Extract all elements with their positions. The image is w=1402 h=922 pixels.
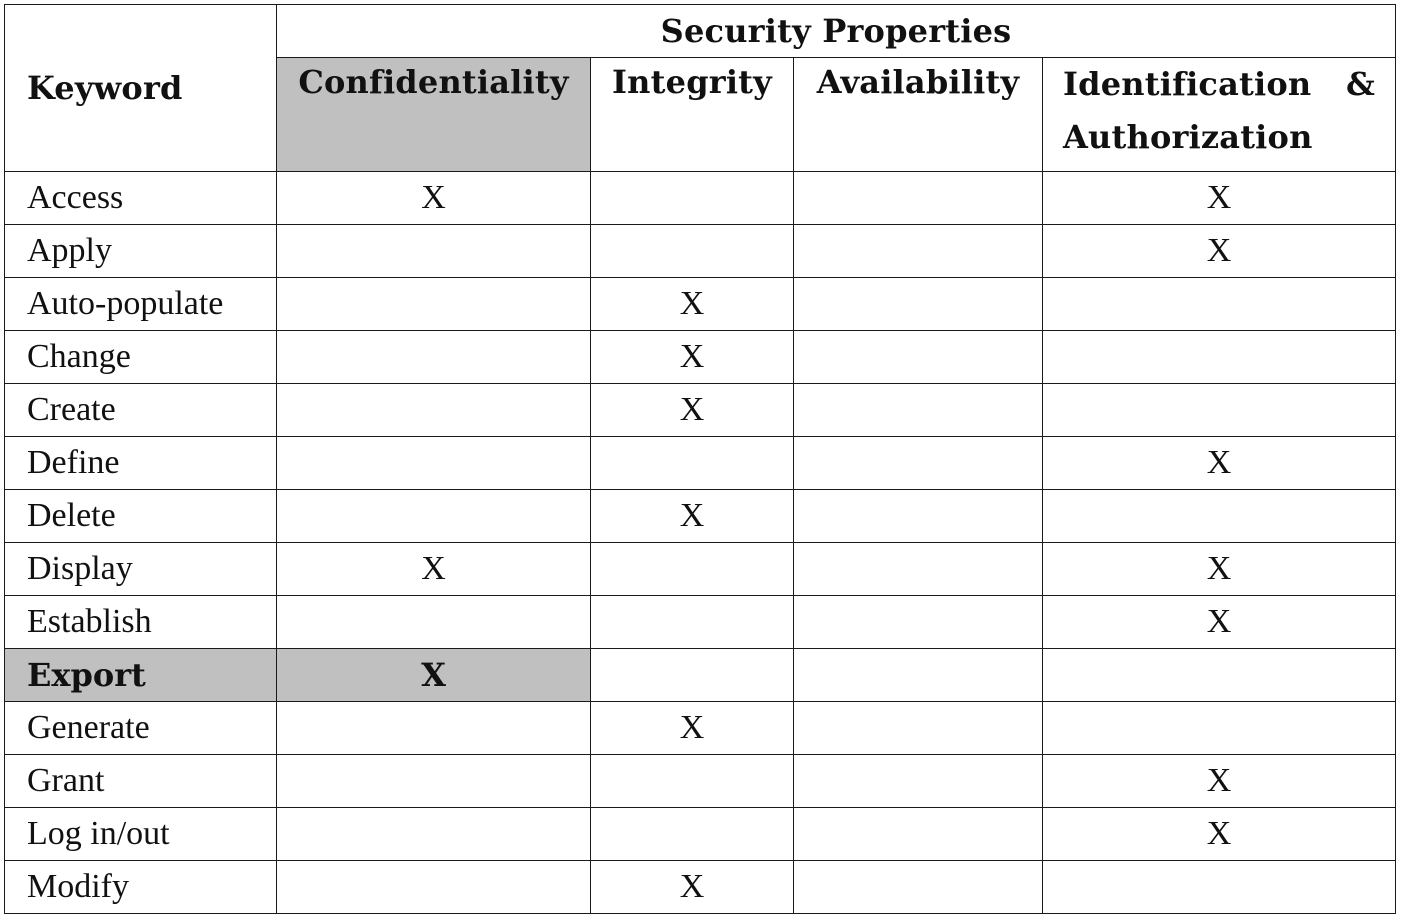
table-header — [5, 5, 1396, 172]
integrity-mark-cell — [591, 543, 794, 596]
integrity-mark-cell — [591, 225, 794, 278]
keyword-column-header: Keyword — [5, 5, 277, 172]
identification-mark-cell — [1043, 702, 1396, 755]
confidentiality-mark-cell: X — [277, 649, 591, 702]
availability-mark-cell — [794, 649, 1043, 702]
keyword-cell: Change — [5, 331, 277, 384]
confidentiality-mark-cell — [277, 490, 591, 543]
confidentiality-mark-cell — [277, 278, 591, 331]
table-row — [5, 437, 1396, 490]
identification-mark-cell — [1043, 861, 1396, 914]
confidentiality-mark-cell — [277, 225, 591, 278]
table-row — [5, 172, 1396, 225]
table-row — [5, 331, 1396, 384]
integrity-mark-cell — [591, 172, 794, 225]
security-properties-header: Security Properties — [277, 5, 1396, 58]
integrity-mark-cell: X — [591, 861, 794, 914]
confidentiality-mark-cell: X — [277, 543, 591, 596]
confidentiality-column-header: Confidentiality — [277, 58, 591, 172]
identification-label: Identification — [1063, 65, 1312, 103]
table-body — [5, 172, 1396, 914]
table-row — [5, 702, 1396, 755]
availability-mark-cell — [794, 596, 1043, 649]
confidentiality-mark-cell — [277, 861, 591, 914]
identification-mark-cell: X — [1043, 172, 1396, 225]
availability-mark-cell — [794, 755, 1043, 808]
table-row — [5, 649, 1396, 702]
availability-mark-cell — [794, 543, 1043, 596]
keyword-cell: Access — [5, 172, 277, 225]
confidentiality-mark-cell — [277, 702, 591, 755]
keyword-cell: Establish — [5, 596, 277, 649]
table-row — [5, 490, 1396, 543]
identification-mark-cell: X — [1043, 596, 1396, 649]
integrity-mark-cell: X — [591, 490, 794, 543]
table-row — [5, 225, 1396, 278]
availability-mark-cell — [794, 225, 1043, 278]
identification-mark-cell — [1043, 649, 1396, 702]
keyword-cell: Log in/out — [5, 808, 277, 861]
keyword-cell: Display — [5, 543, 277, 596]
keyword-cell: Modify — [5, 861, 277, 914]
integrity-mark-cell — [591, 649, 794, 702]
integrity-mark-cell: X — [591, 278, 794, 331]
keyword-cell: Delete — [5, 490, 277, 543]
security-keyword-table — [4, 4, 1396, 914]
availability-mark-cell — [794, 331, 1043, 384]
table-row — [5, 278, 1396, 331]
identification-mark-cell — [1043, 490, 1396, 543]
availability-mark-cell — [794, 384, 1043, 437]
integrity-mark-cell: X — [591, 384, 794, 437]
identification-mark-cell: X — [1043, 543, 1396, 596]
table-row — [5, 808, 1396, 861]
identification-mark-cell — [1043, 384, 1396, 437]
ampersand-label: & — [1345, 65, 1376, 103]
identification-mark-cell: X — [1043, 808, 1396, 861]
availability-mark-cell — [794, 437, 1043, 490]
keyword-cell: Define — [5, 437, 277, 490]
table-row — [5, 755, 1396, 808]
authorization-label: Authorization — [1063, 118, 1313, 156]
confidentiality-mark-cell — [277, 808, 591, 861]
confidentiality-mark-cell — [277, 596, 591, 649]
keyword-cell: Export — [5, 649, 277, 702]
confidentiality-mark-cell: X — [277, 172, 591, 225]
integrity-mark-cell: X — [591, 702, 794, 755]
identification-authorization-column-header — [1043, 58, 1396, 172]
table-row — [5, 596, 1396, 649]
keyword-cell: Apply — [5, 225, 277, 278]
table-row — [5, 384, 1396, 437]
availability-column-header: Availability — [794, 58, 1043, 172]
availability-mark-cell — [794, 702, 1043, 755]
identification-mark-cell — [1043, 331, 1396, 384]
keyword-cell: Auto-populate — [5, 278, 277, 331]
availability-mark-cell — [794, 278, 1043, 331]
identification-mark-cell: X — [1043, 437, 1396, 490]
header-row-group — [5, 5, 1396, 58]
integrity-column-header: Integrity — [591, 58, 794, 172]
availability-mark-cell — [794, 172, 1043, 225]
confidentiality-mark-cell — [277, 331, 591, 384]
identification-mark-cell: X — [1043, 225, 1396, 278]
availability-mark-cell — [794, 861, 1043, 914]
integrity-mark-cell — [591, 755, 794, 808]
availability-mark-cell — [794, 490, 1043, 543]
keyword-cell: Create — [5, 384, 277, 437]
identification-mark-cell: X — [1043, 755, 1396, 808]
identification-header-line1 — [1063, 58, 1375, 111]
confidentiality-mark-cell — [277, 755, 591, 808]
integrity-mark-cell — [591, 437, 794, 490]
integrity-mark-cell — [591, 808, 794, 861]
confidentiality-mark-cell — [277, 384, 591, 437]
keyword-cell: Generate — [5, 702, 277, 755]
keyword-cell: Grant — [5, 755, 277, 808]
availability-mark-cell — [794, 808, 1043, 861]
table-row — [5, 543, 1396, 596]
integrity-mark-cell — [591, 596, 794, 649]
integrity-mark-cell: X — [591, 331, 794, 384]
identification-mark-cell — [1043, 278, 1396, 331]
table-row — [5, 861, 1396, 914]
confidentiality-mark-cell — [277, 437, 591, 490]
